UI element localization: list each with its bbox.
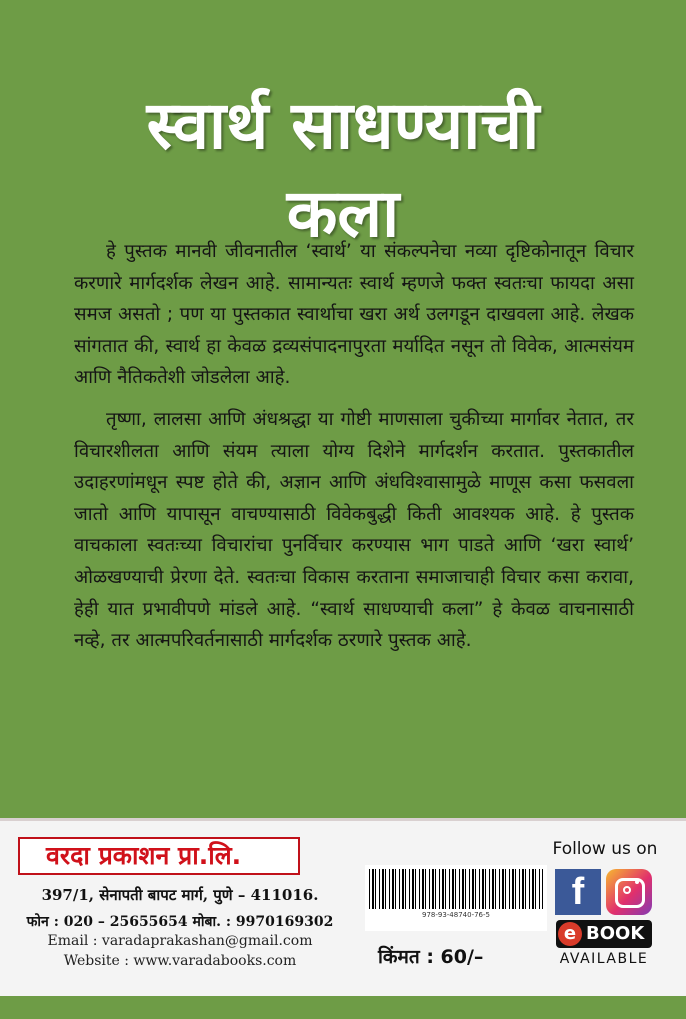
blurb-paragraph-2: तृष्णा, लालसा आणि अंधश्रद्धा या गोष्टी माणसाला चुकीच्या मार्गावर नेतात, तर विचारशीलता आणि संयम त्याला योग्य दिशेने मार्गदर्शन करतात. पुस्तकातील उदाहरणांमधून स्पष्ट होते की, अज्ञान आणि अंधविश्वासामुळे माणूस कसा फसवला जातो आणि यापासून वाचण्यासाठी विवेकबुद्धी किती आवश्यक आहे. हे पुस्तक वाचकाला स्वतःच्या विचारांचा पुनर्विचार करण्यास भाग पाडते आणि ‘खरा स्वार्थ’ ओळखण्याची प्रेरणा देते. स्वतःचा विकास करताना समाजाचाही विचार कसा करावा, हेही यात प्रभावीपणे मांडले आहे. “स्वार्थ साधण्याची कला” हे केवळ वाचनासाठी नव्हे, तर आत्मपरिवर्तनासाठी मार्गदर्शक ठरणारे पुस्तक आहे. [74,408,634,652]
blurb [74,236,634,657]
follow-us-label: Follow us on [552,839,658,859]
barcode-bars [369,869,543,909]
publisher-email: Email : varadaprakashan@gmail.com [47,933,313,949]
instagram-icon [606,869,652,915]
publisher-phone: फोन : 020 – 25655654 मोबा. : 9970169302 [26,914,334,930]
publisher-address: 397/1, सेनापती बापट मार्ग, पुणे – 411016. [41,886,319,904]
publisher-website: Website : www.varadabooks.com [63,953,297,969]
ebook-label: BOOK [586,923,645,944]
price: किंमत : 60/– [378,946,484,968]
book-title [0,82,686,258]
publisher-name: वरदा प्रकाशन प्रा.लि. [46,841,242,870]
publisher-panel [0,818,686,999]
ebook-badge [556,920,652,948]
ebook-e-icon: e [558,922,582,946]
available-label: AVAILABLE [559,951,649,967]
title-line-2: कला [286,175,400,252]
title-line-1: स्वार्थ साधण्याची [146,87,540,164]
isbn-number: 978-93-48740-76-5 [421,911,490,919]
publisher-name-box [18,837,300,875]
blurb-paragraph-1: हे पुस्तक मानवी जीवनातील ‘स्वार्थ’ या संकल्पनेचा नव्या दृष्टिकोनातून विचार करणारे मार्गदर्शक लेखन आहे. सामान्यतः स्वार्थ म्हणजे फक्त स्वतःचा फायदा असा समज असतो ; पण या पुस्तकात स्वार्थाचा खरा अर्थ उलगडून दाखवला आहे. लेखक सांगतात की, स्वार्थ हा केवळ द्रव्यसंपादनापुरता मर्यादित नसून तो विवेक, आत्मसंयम आणि नैतिकतेशी जोडलेला आहे. [74,241,634,389]
facebook-icon: f [555,869,601,915]
bottom-strip [0,996,686,1019]
barcode [365,865,547,931]
